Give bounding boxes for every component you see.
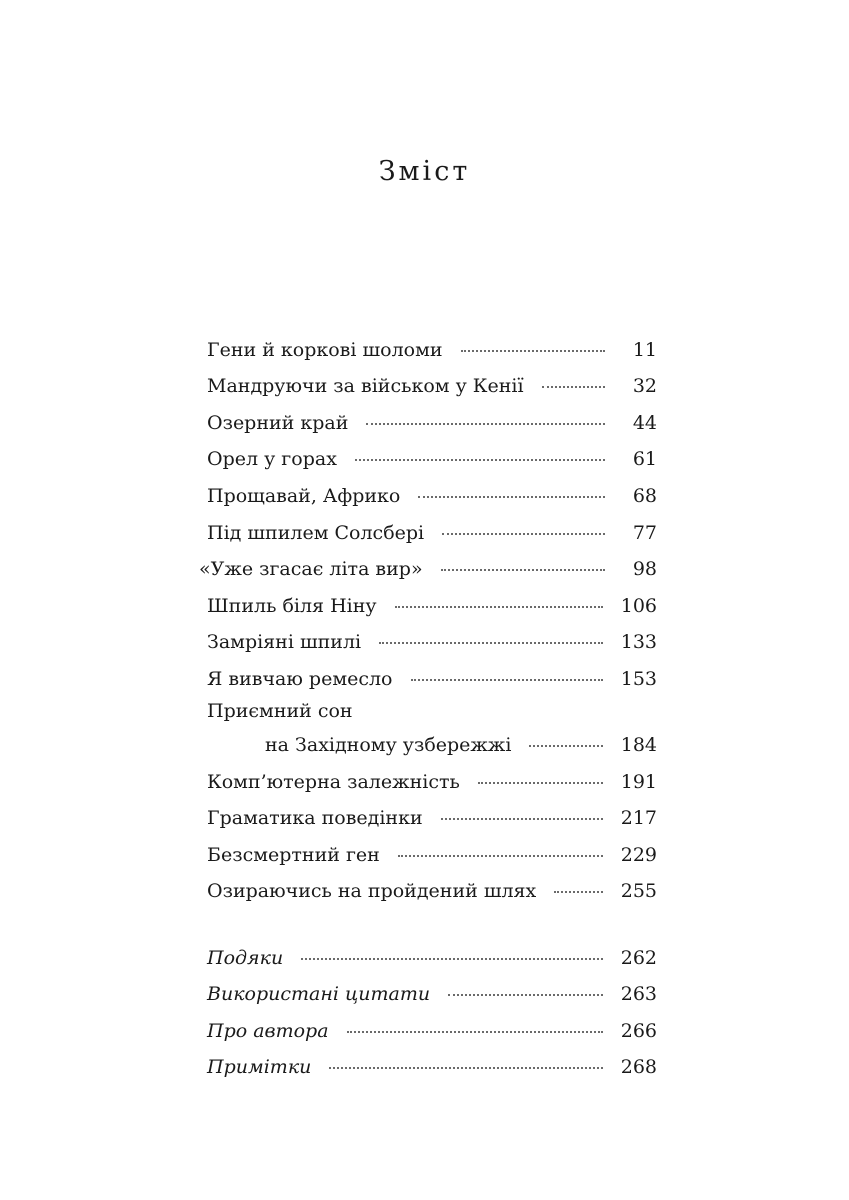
dot-leader bbox=[441, 569, 605, 571]
dot-leader bbox=[301, 958, 603, 960]
toc-entry-page: 263 bbox=[620, 983, 657, 1006]
toc-entry-label: Прощавай, Африко bbox=[207, 484, 401, 507]
toc-entry-page: 77 bbox=[632, 521, 657, 544]
toc-entry-page: 184 bbox=[620, 733, 657, 756]
toc-entry-page: 268 bbox=[620, 1056, 657, 1079]
table-of-contents bbox=[199, 330, 657, 908]
toc-entry-label: Замріяні шпилі bbox=[207, 631, 362, 654]
toc-entry-label: Під шпилем Солсбері bbox=[207, 521, 425, 544]
toc-entry-page: 106 bbox=[620, 594, 657, 617]
toc-entry-page: 44 bbox=[632, 411, 657, 434]
toc-entry bbox=[207, 799, 657, 836]
dot-leader bbox=[379, 642, 603, 644]
toc-entry-label: Примітки bbox=[207, 1056, 312, 1079]
dot-leader bbox=[366, 423, 605, 425]
toc-entry-label: Шпиль біля Ніну bbox=[207, 594, 377, 617]
toc-entry-label: Подяки bbox=[207, 946, 284, 969]
toc-entry bbox=[207, 696, 657, 762]
toc-entry-label: Озираючись на пройдений шлях bbox=[207, 880, 537, 903]
toc-entry-page: 61 bbox=[632, 448, 657, 471]
dot-leader bbox=[441, 818, 603, 820]
toc-entry bbox=[207, 330, 657, 367]
dot-leader bbox=[398, 855, 603, 857]
toc-entry-label: Гени й коркові шоломи bbox=[207, 338, 443, 361]
dot-leader bbox=[478, 782, 603, 784]
toc-entry-label: Про автора bbox=[207, 1019, 329, 1042]
toc-entry-label: Граматика поведінки bbox=[207, 807, 423, 830]
toc-entry bbox=[207, 872, 657, 909]
toc-entry-page: 32 bbox=[632, 375, 657, 398]
toc-entry bbox=[207, 975, 657, 1012]
page-title: Зміст bbox=[378, 156, 471, 188]
toc-entry bbox=[207, 938, 657, 975]
toc-entry-page: 98 bbox=[632, 558, 657, 581]
dot-leader bbox=[418, 496, 605, 498]
dot-leader bbox=[355, 459, 605, 461]
dot-leader bbox=[461, 350, 605, 352]
toc-entry bbox=[207, 476, 657, 513]
dot-leader bbox=[542, 386, 605, 388]
toc-entry bbox=[207, 513, 657, 550]
dot-leader bbox=[347, 1031, 603, 1033]
toc-entry-label: Мандруючи за військом у Кенії bbox=[207, 375, 524, 398]
toc-entry bbox=[207, 659, 657, 696]
toc-entry bbox=[207, 367, 657, 404]
dot-leader bbox=[329, 1067, 602, 1069]
toc-entry bbox=[207, 835, 657, 872]
toc-entry bbox=[207, 1011, 657, 1048]
toc-entry-page: 266 bbox=[620, 1019, 657, 1042]
toc-entry-label: Орел у горах bbox=[207, 448, 337, 471]
appendix-contents bbox=[207, 938, 657, 1084]
toc-entry-page: 217 bbox=[620, 807, 657, 830]
dot-leader bbox=[442, 533, 605, 535]
toc-entry-page: 191 bbox=[620, 770, 657, 793]
toc-entry-label: Використані цитати bbox=[207, 983, 431, 1006]
toc-entry-label: Озерний край bbox=[207, 411, 349, 434]
toc-entry-label: «Уже згасає літа вир» bbox=[199, 558, 423, 581]
dot-leader bbox=[529, 745, 602, 747]
toc-entry-page: 255 bbox=[620, 880, 657, 903]
toc-entry-label-line1: Приємний сон bbox=[207, 699, 353, 722]
toc-entry-label: Комп’ютерна залежність bbox=[207, 770, 460, 793]
dot-leader bbox=[411, 679, 603, 681]
toc-entry bbox=[207, 623, 657, 660]
dot-leader bbox=[448, 994, 603, 996]
toc-entry-page: 229 bbox=[620, 843, 657, 866]
toc-entry bbox=[207, 762, 657, 799]
toc-entry bbox=[207, 586, 657, 623]
dot-leader bbox=[554, 891, 602, 893]
toc-entry-page: 11 bbox=[632, 338, 657, 361]
toc-entry-page: 133 bbox=[620, 631, 657, 654]
toc-entry-label: Я вивчаю ремесло bbox=[207, 667, 393, 690]
dot-leader bbox=[395, 606, 603, 608]
toc-entry-label-line2: на Західному узбережжі bbox=[265, 733, 512, 756]
toc-entry-page: 153 bbox=[620, 667, 657, 690]
toc-entry-label: Безсмертний ген bbox=[207, 843, 380, 866]
toc-entry bbox=[207, 403, 657, 440]
toc-entry bbox=[207, 1048, 657, 1085]
toc-entry bbox=[207, 440, 657, 477]
toc-entry-page: 262 bbox=[620, 946, 657, 969]
toc-entry bbox=[199, 550, 657, 587]
toc-entry-page: 68 bbox=[632, 484, 657, 507]
